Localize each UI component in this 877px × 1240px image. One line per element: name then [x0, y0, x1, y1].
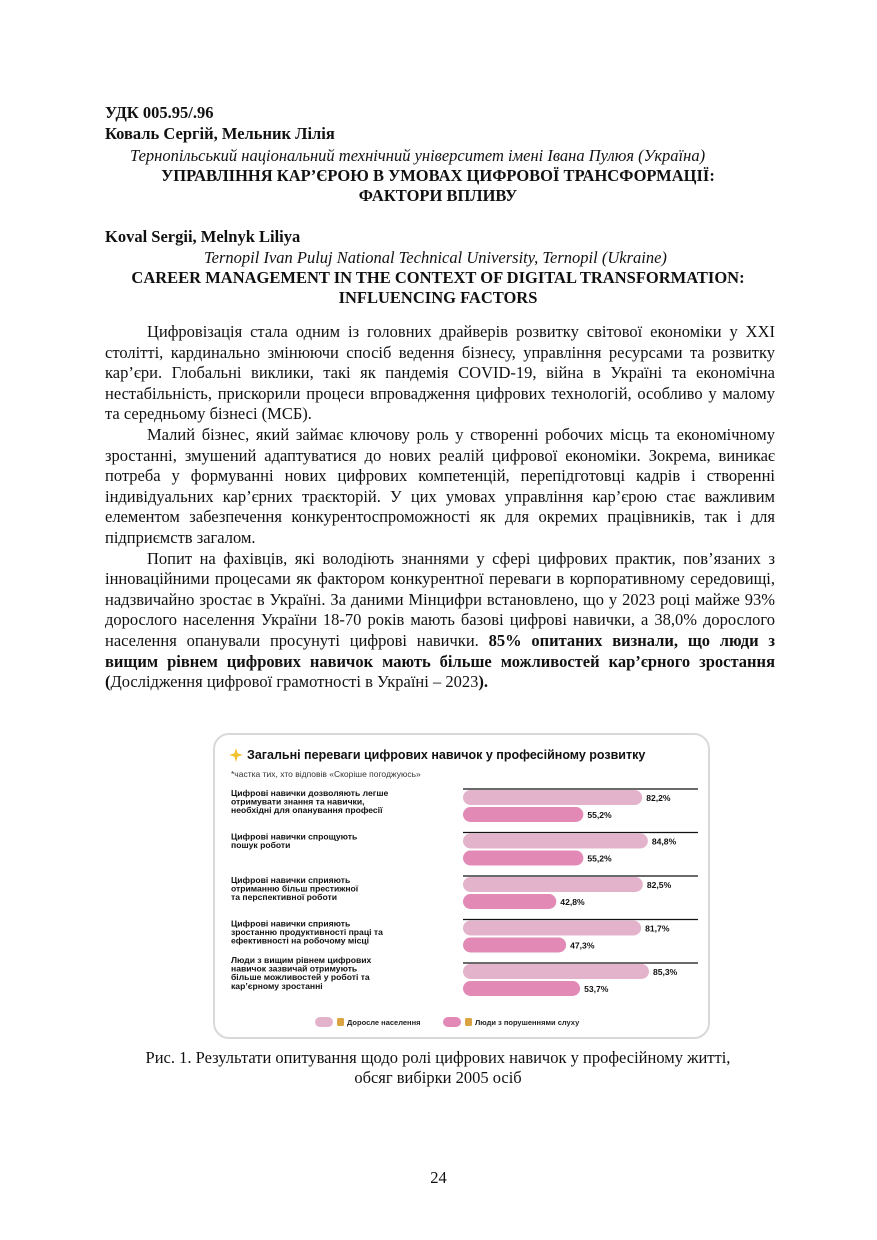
- caption-line1: Рис. 1. Результати опитування щодо ролі цифрових навичок у професійному житті,: [145, 1048, 731, 1067]
- category-label: Люди з вищим рівнем цифрових: [231, 955, 372, 965]
- category-label: навичок зазвичай отримують: [231, 963, 358, 974]
- page-number: 24: [430, 1168, 447, 1187]
- category-label: та перспективної роботи: [231, 892, 337, 903]
- category-label: Цифрові навички сприяють: [231, 918, 351, 929]
- legend-emoji-icon: [465, 1018, 472, 1026]
- title-ua-line2: ФАКТОРИ ВПЛИВУ: [358, 186, 518, 205]
- affiliation-en: Ternopil Ivan Puluj National Technical University, Ternopil (Ukraine): [204, 248, 667, 267]
- category-label: пошук роботи: [231, 840, 291, 851]
- bar-hearing-impaired: [463, 851, 583, 866]
- caption-line2: обсяг вибірки 2005 осіб: [354, 1068, 522, 1087]
- category-label: ефективності на робочому місці: [231, 935, 370, 946]
- paragraph-3-end: ).: [478, 672, 488, 692]
- data-label: 55,2%: [587, 810, 612, 820]
- category-label: зростанню продуктивності праці та: [231, 927, 383, 938]
- category-label: Цифрові навички спрощують: [231, 831, 358, 842]
- bar-adult-population: [463, 790, 642, 805]
- bar-adult-population: [463, 877, 643, 892]
- category-label: більше можливостей у роботі та: [231, 972, 370, 983]
- paragraph-2: Малий бізнес, який займає ключову роль у створенні робочих місць та економічному зростанні, змушений адаптуватися до нових реалій цифрової економіки. Зокрема, виникає потреба у формуванні нових цифрових компетенцій, перепідготовці кадрів і створенні індивідуальних кар’єрних траєкторій. У цих умовах управління кар’єрою стає важливим елементом забезпечення конкурентоспроможності як для окремих працівників, так і для підприємств загалом.: [105, 424, 775, 547]
- category-label: отримувати знання та навички,: [231, 796, 365, 807]
- legend-emoji-icon: [337, 1018, 344, 1026]
- category-label: кар’єрному зростанні: [231, 980, 323, 991]
- title-ua-line1: УПРАВЛІННЯ КАР’ЄРОЮ В УМОВАХ ЦИФРОВОЇ ТРАНСФОРМАЦІЇ:: [161, 166, 715, 185]
- udk-code: УДК 005.95/.96: [105, 103, 214, 122]
- legend-label: Люди з порушеннями слуху: [475, 1018, 580, 1027]
- category-label: необхідні для опанування професії: [231, 805, 383, 816]
- bar-chart: [215, 735, 708, 1037]
- body-text: [105, 322, 775, 693]
- category-label: Цифрові навички сприяють: [231, 875, 351, 885]
- data-label: 82,5%: [646, 880, 672, 890]
- bar-adult-population: [463, 964, 649, 979]
- data-label: 47,3%: [570, 940, 595, 951]
- figure-caption: [100, 1048, 776, 1088]
- bar-adult-population: [463, 921, 641, 936]
- title-en-line2: INFLUENCING FACTORS: [338, 288, 538, 307]
- affiliation-ua: Тернопільський національний технічний університет імені Івана Пулюя (Україна): [130, 146, 706, 165]
- bar-adult-population: [463, 834, 648, 849]
- paragraph-3-source: Дослідження цифрової грамотності в Україні – 2023: [110, 672, 479, 692]
- paragraph-3-text: Попит на фахівців, які володіють знаннями у сфері цифрових практик, пов’язаних з інноваційними процесами як фактором конкурентної переваги в корпоративному середовищі, надзвичайно зростає в Україні. За даними Мінцифри встановлено, що у 2023 році майже 93% дорослого населення України 18-70 років мають базові цифрові навички, а 38,0% дорослого населення опанували просунуті цифрові навички.: [105, 548, 775, 650]
- legend-swatch: [443, 1017, 461, 1027]
- category-label: Цифрові навички дозволяють легше: [231, 788, 389, 798]
- bar-hearing-impaired: [463, 894, 556, 909]
- bar-hearing-impaired: [463, 981, 580, 996]
- data-label: 82,2%: [646, 793, 671, 803]
- figure-subtitle: *частка тих, хто відповів «Скоріше погоджуюсь»: [231, 769, 421, 779]
- figure-title: Загальні переваги цифрових навичок у професійному розвитку: [247, 748, 646, 762]
- legend-swatch: [315, 1017, 333, 1027]
- paragraph-1: Цифровізація стала одним із головних драйверів розвитку світової економіки у XXI столітті, кардинально змінюючи спосіб ведення бізнесу, управління ресурсами та розвитку кар’єри. Глобальні виклики, такі як пандемія COVID-19, війна в Україні та економічна нестабільність, прискорили процеси впровадження цифрових технологій, особливо у малому та середньому бізнесі (МСБ).: [105, 322, 775, 424]
- figure-card: [213, 733, 710, 1039]
- data-label: 42,8%: [560, 897, 585, 907]
- bar-hearing-impaired: [463, 938, 566, 953]
- paragraph-3-bold: 85% опитаних визнали, що люди з вищим рівнем цифрових навичок мають більше можливостей кар’єрного зростання (: [105, 630, 775, 692]
- data-label: 53,7%: [584, 984, 609, 994]
- paragraph-3: [105, 549, 775, 693]
- category-label: отриманню більш престижної: [231, 883, 359, 894]
- data-label: 55,2%: [587, 853, 612, 864]
- data-label: 81,7%: [645, 923, 670, 934]
- authors-ua: Коваль Сергій, Мельник Лілія: [105, 124, 335, 143]
- bar-hearing-impaired: [463, 807, 583, 822]
- authors-en: Koval Sergii, Melnyk Liliya: [105, 227, 301, 246]
- data-label: 85,3%: [652, 967, 678, 977]
- data-label: 84,8%: [651, 836, 677, 847]
- legend-label: Доросле населення: [347, 1018, 421, 1027]
- title-en-line1: CAREER MANAGEMENT IN THE CONTEXT OF DIGITAL TRANSFORMATION:: [131, 268, 745, 287]
